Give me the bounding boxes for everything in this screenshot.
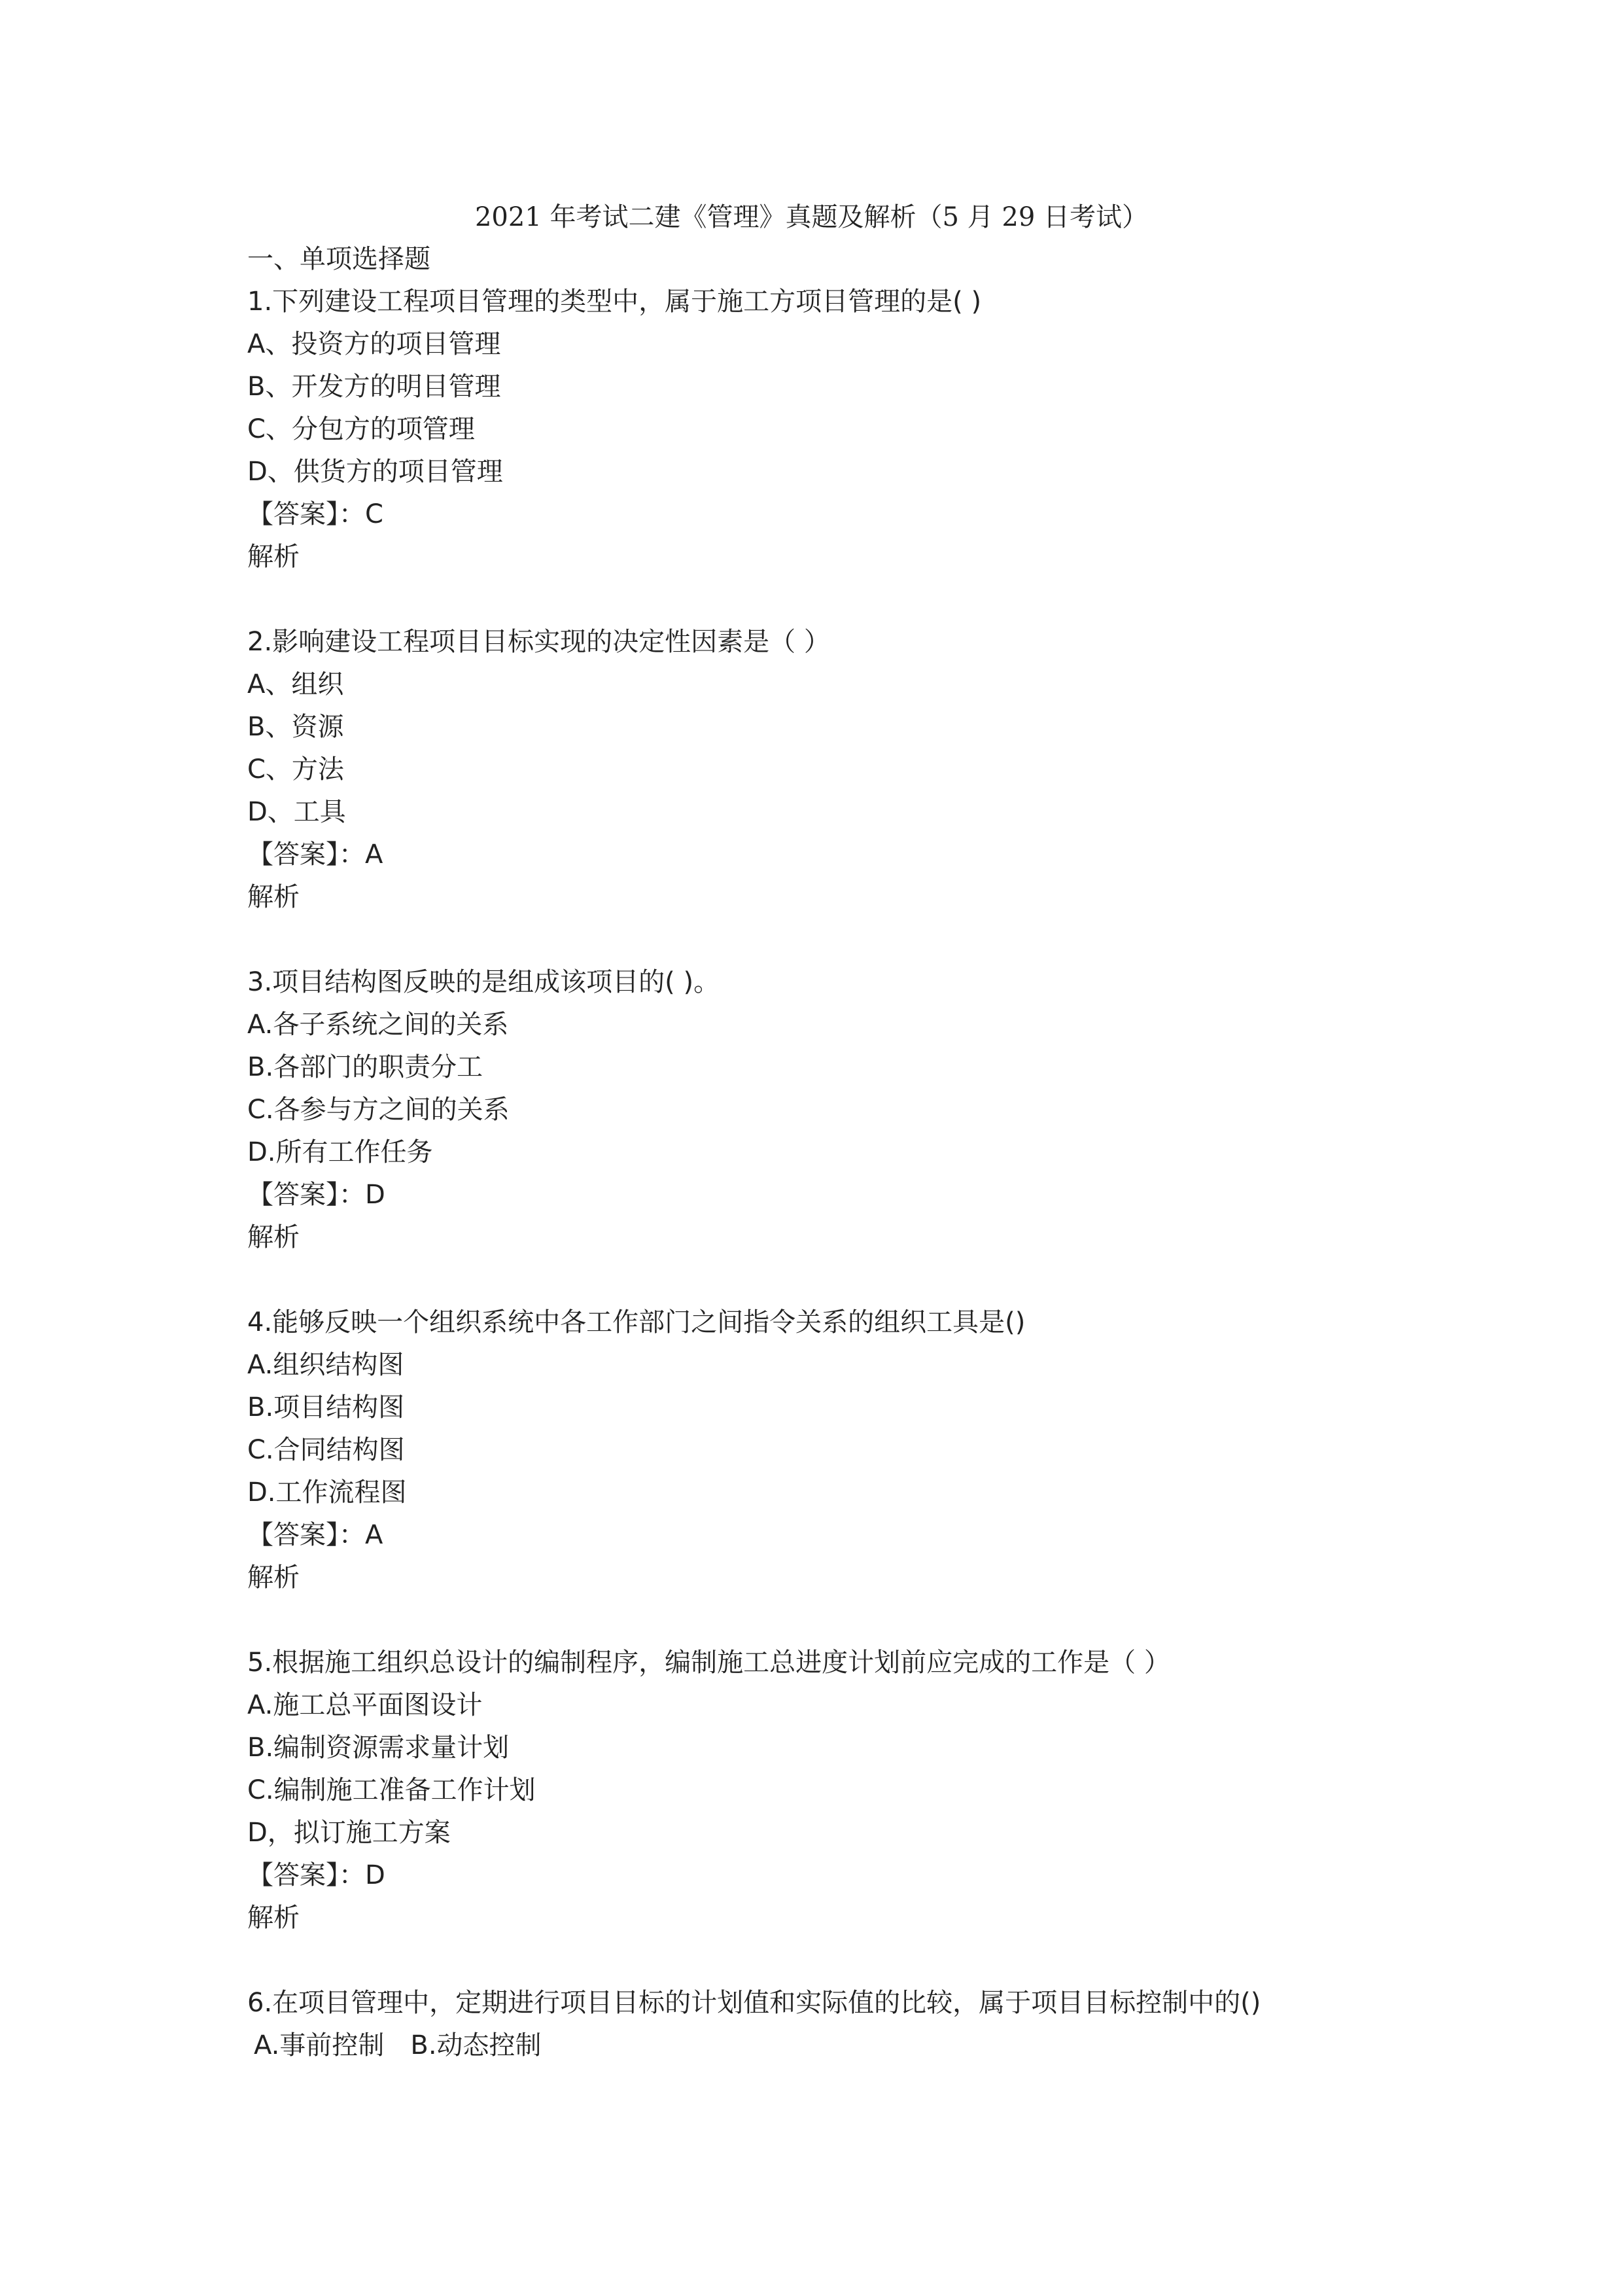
question-1-option-a: A、投资方的项目管理 xyxy=(247,329,501,359)
question-4-option-a: A.组织结构图 xyxy=(247,1350,404,1380)
question-3-analysis-label: 解析 xyxy=(247,1222,300,1252)
answer-label: 【答案】： xyxy=(247,839,365,870)
answer-label: 【答案】： xyxy=(247,1860,365,1890)
answer-value: A xyxy=(365,839,383,870)
question-3-answer xyxy=(247,1174,385,1216)
question-6-options xyxy=(254,2024,542,2066)
question-3-stem: 3.项目结构图反映的是组成该项目的( )。 xyxy=(247,967,720,997)
answer-label: 【答案】： xyxy=(247,1180,365,1210)
question-2-option-a: A、组织 xyxy=(247,669,344,699)
question-2-stem: 2.影响建设工程项目目标实现的决定性因素是（ ） xyxy=(247,627,830,657)
question-5-stem: 5.根据施工组织总设计的编制程序，编制施工总进度计划前应完成的工作是（ ） xyxy=(247,1648,1170,1678)
question-2-analysis-label: 解析 xyxy=(247,882,300,912)
question-6-option-a: A.事前控制 xyxy=(254,2030,385,2060)
answer-value: D xyxy=(365,1860,385,1890)
question-5-option-d: D，拟订施工方案 xyxy=(247,1818,451,1848)
question-3-option-c: C.各参与方之间的关系 xyxy=(247,1095,510,1125)
question-5-option-b: B.编制资源需求量计划 xyxy=(247,1733,510,1763)
question-5-analysis-label: 解析 xyxy=(247,1903,300,1933)
question-2-answer xyxy=(247,834,383,875)
question-4-answer xyxy=(247,1514,383,1556)
question-4-option-d: D.工作流程图 xyxy=(247,1477,407,1508)
question-3-option-a: A.各子系统之间的关系 xyxy=(247,1010,509,1040)
question-5-option-a: A.施工总平面图设计 xyxy=(247,1690,483,1720)
question-5-option-c: C.编制施工准备工作计划 xyxy=(247,1775,536,1805)
question-5-answer xyxy=(247,1854,385,1896)
question-2-option-d: D、工具 xyxy=(247,797,346,827)
answer-value: A xyxy=(365,1520,383,1550)
question-1-stem: 1.下列建设工程项目管理的类型中，属于施工方项目管理的是( ) xyxy=(247,287,982,317)
question-6-stem: 6.在项目管理中，定期进行项目目标的计划值和实际值的比较，属于项目目标控制中的() xyxy=(247,1988,1261,2018)
answer-label: 【答案】： xyxy=(247,499,365,529)
section-heading: 一、单项选择题 xyxy=(247,244,430,274)
question-2-option-b: B、资源 xyxy=(247,712,344,742)
question-1-answer xyxy=(247,493,383,535)
answer-value: C xyxy=(365,499,383,529)
question-1-option-d: D、供货方的项目管理 xyxy=(247,457,503,487)
question-2-option-c: C、方法 xyxy=(247,754,344,785)
question-4-stem: 4.能够反映一个组织系统中各工作部门之间指令关系的组织工具是() xyxy=(247,1307,1026,1337)
question-4-option-b: B.项目结构图 xyxy=(247,1392,405,1422)
question-1-option-b: B、开发方的明目管理 xyxy=(247,372,501,402)
question-1-analysis-label: 解析 xyxy=(247,542,300,572)
answer-value: D xyxy=(365,1180,385,1210)
question-4-analysis-label: 解析 xyxy=(247,1563,300,1593)
question-3-option-d: D.所有工作任务 xyxy=(247,1137,433,1167)
answer-label: 【答案】： xyxy=(247,1520,365,1550)
document-title: 2021 年考试二建《管理》真题及解析（5 月 29 日考试） xyxy=(474,202,1148,232)
question-3-option-b: B.各部门的职责分工 xyxy=(247,1052,483,1082)
question-4-option-c: C.合同结构图 xyxy=(247,1435,405,1465)
question-1-option-c: C、分包方的项管理 xyxy=(247,414,475,444)
question-6-option-b: B.动态控制 xyxy=(410,2030,542,2060)
